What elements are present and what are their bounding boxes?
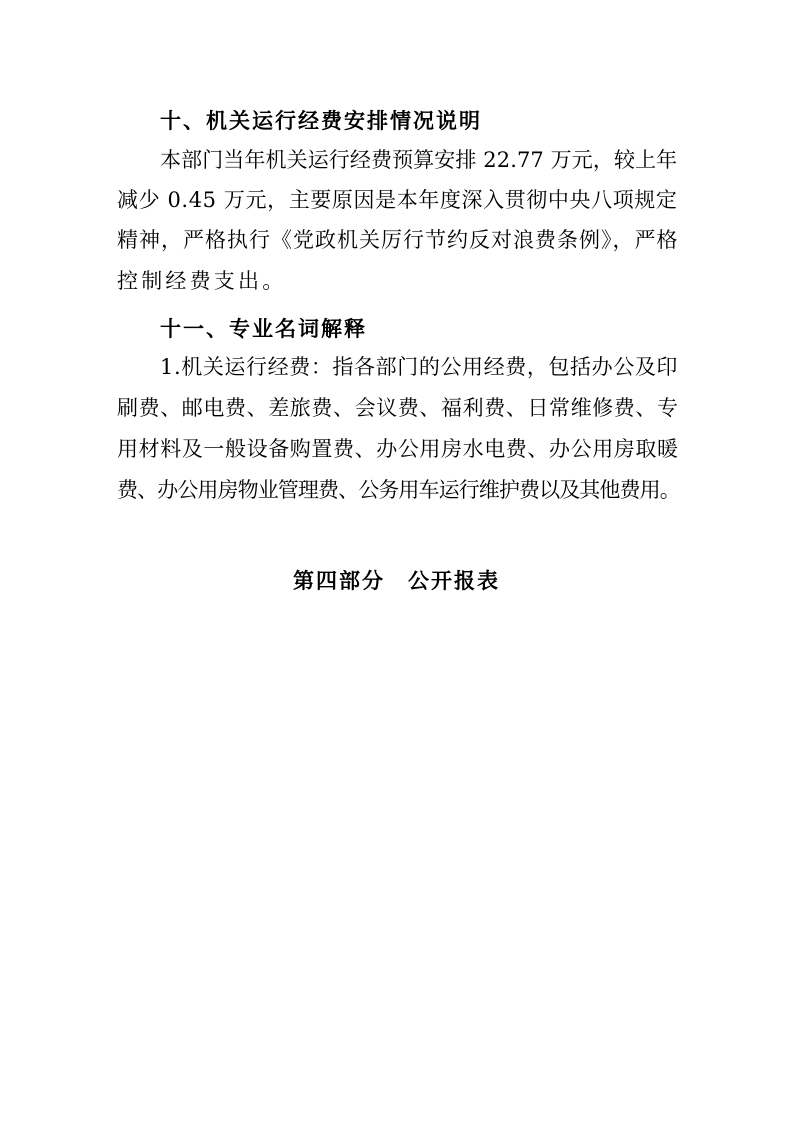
section-11-heading: 十一、专业名词解释 [160,317,367,341]
section-11-line-4: 费、办公用房物业管理费、公务用车运行维护费以及其他费用。 [117,478,680,502]
section-11-line-2: 刷费、邮电费、差旅费、会议费、福利费、日常维修费、专 [117,396,679,420]
part-4-title: 第四部分 公开报表 [293,569,500,593]
section-10-line-3: 精神，严格执行《党政机关厉行节约反对浪费条例》，严格 [117,228,679,252]
section-10-line-2: 减少 0.45 万元，主要原因是本年度深入贯彻中央八项规定 [117,188,678,212]
section-10-line-4: 控制经费支出。 [117,269,287,293]
section-11-line-1: 1.机关运行经费：指各部门的公用经费，包括办公及印 [160,355,679,379]
section-11-line-3: 用材料及一般设备购置费、办公用房水电费、办公用房取暖 [117,437,679,461]
section-10-line-1: 本部门当年机关运行经费预算安排 22.77 万元，较上年 [160,148,678,172]
section-10-heading: 十、机关运行经费安排情况说明 [160,109,482,133]
